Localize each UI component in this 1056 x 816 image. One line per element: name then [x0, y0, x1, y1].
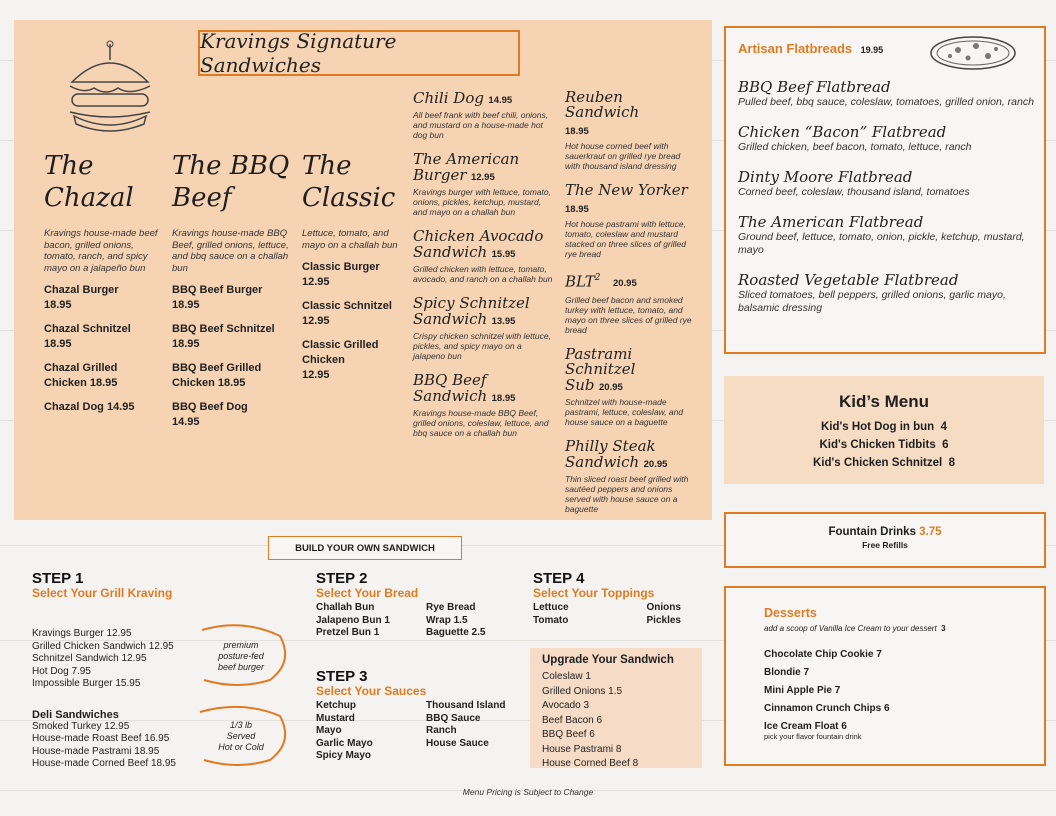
kids-menu-panel: [724, 376, 1044, 484]
deli-callout: [204, 720, 278, 753]
step2-section: [316, 571, 516, 640]
bread-item: Challah Bun: [316, 602, 375, 613]
callout-line: Served: [226, 731, 256, 741]
dessert-float-note: pick your flavor fountain drink: [764, 732, 862, 741]
special-price: 20.95: [599, 382, 623, 394]
special-item: [413, 90, 555, 140]
classic-item: Classic Grilled: [302, 339, 379, 351]
classic-item: Chicken: [302, 354, 345, 366]
special-item: [413, 373, 555, 438]
chazal-item: Chazal Burger: [44, 284, 119, 296]
special-desc: Hot house corned beef with sauerkraut on grilled rye bread with thousand island dressing: [565, 141, 681, 171]
bread-item: Pretzel Bun 1: [316, 627, 380, 638]
special-price: 13.95: [491, 316, 516, 327]
bread-col: [316, 602, 426, 640]
special-item: [413, 229, 555, 284]
footer-note: Menu Pricing is Subject to Change: [462, 787, 594, 797]
bbq-beef-column: [172, 150, 290, 430]
special-name-2: Sandwich: [413, 387, 488, 405]
classic-item: 12.95: [302, 315, 330, 327]
special-item: [413, 152, 555, 217]
chazal-item: Chazal Schnitzel: [44, 323, 131, 335]
specials-left: [413, 90, 555, 438]
special-name-2: Sub: [565, 376, 595, 395]
topping-item: Pickles: [646, 614, 681, 626]
chazal-item: Chazal Dog 14.95: [44, 401, 135, 413]
special-name: The American: [413, 150, 520, 168]
step2-label: STEP 2: [316, 570, 368, 587]
flatbread-item: [738, 78, 1034, 109]
sauce-item: Mustard: [316, 712, 355, 724]
special-price: 20.95: [643, 459, 668, 471]
upgrade-item: BBQ Beef 6: [542, 729, 595, 740]
step1-item: Kravings Burger 12.95: [32, 628, 132, 639]
topping-col: [647, 602, 681, 627]
step1-item: Grilled Chicken Sandwich 12.95: [32, 640, 174, 652]
special-price: 18.95: [565, 126, 589, 137]
special-item: [565, 347, 695, 427]
sauce-item: Garlic Mayo: [316, 737, 373, 749]
bbq-item: 18.95: [172, 338, 200, 350]
sauce-item: Ranch: [426, 725, 457, 736]
bbq-title-line2: Beef: [172, 183, 232, 213]
special-price: 14.95: [488, 95, 513, 106]
bbq-item: 18.95: [172, 299, 200, 311]
step3-section: [316, 669, 526, 763]
kids-item: [724, 436, 1044, 454]
step4-lists: [533, 602, 693, 627]
step1-item: Schnitzel Sandwich 12.95: [32, 653, 147, 664]
special-desc: Grilled chicken with lettuce, tomato, avocado, and ranch on a challah bun: [413, 264, 553, 284]
desserts-title: Desserts: [764, 606, 817, 620]
special-price: 18.95: [565, 204, 589, 215]
step1-item: Impossible Burger 15.95: [32, 678, 141, 689]
step4-section: [533, 571, 693, 627]
chazal-title-line1: The: [44, 151, 94, 181]
drinks-note: Free Refills: [862, 540, 908, 550]
flatbreads-title: Artisan Flatbreads: [738, 41, 853, 56]
flatbread-list: [738, 78, 1034, 315]
bbq-item: BBQ Beef Dog: [172, 401, 248, 413]
step4-sub: Select Your Toppings: [533, 586, 655, 600]
special-name: The New Yorker: [565, 181, 688, 199]
step2-sub: Select Your Bread: [316, 586, 419, 600]
chazal-title-line2: Chazal: [44, 183, 134, 213]
step3-lists: [316, 700, 526, 763]
special-name: Spicy Schnitzel: [413, 294, 530, 312]
bbq-desc: Kravings house-made BBQ Beef, grilled onions, lettuce, and bbq sauce on a challah bun: [172, 228, 289, 274]
chazal-item: 18.95: [44, 299, 72, 311]
step1-item: Hot Dog 7.95: [32, 665, 91, 677]
classic-column: [302, 150, 400, 383]
chazal-item: 18.95: [44, 338, 72, 350]
special-name-2: Sandwich: [565, 453, 640, 472]
callout-line: 1/3 lb: [229, 720, 253, 730]
special-desc: All beef frank with beef chili, onions, and mustard on a house-made hot dog bun: [413, 110, 549, 140]
bbq-item: Chicken 18.95: [172, 377, 246, 389]
kids-item-price: 8: [948, 457, 956, 469]
deli-item: Smoked Turkey 12.95: [32, 720, 130, 732]
sauce-item: BBQ Sauce: [426, 712, 481, 724]
deli-item: House-made Roast Beef 16.95: [32, 733, 170, 744]
kids-item-name: Kid's Chicken Tidbits: [819, 439, 936, 451]
sauce-item: Mayo: [316, 725, 342, 736]
upgrade-title: Upgrade Your Sandwich: [542, 654, 674, 666]
flatbreads-price: 19.95: [860, 45, 884, 55]
classic-title-line1: The: [302, 151, 352, 181]
drinks-line: [726, 526, 1044, 538]
kids-item-name: Kid's Hot Dog in bun: [820, 421, 935, 433]
bbq-item: 14.95: [172, 416, 200, 428]
special-price: 12.95: [470, 172, 495, 183]
dessert-item: Cinnamon Crunch Chips 6: [764, 703, 890, 714]
step3-label: STEP 3: [316, 668, 368, 685]
chazal-item: Chazal Grilled: [44, 362, 118, 374]
flatbread-name: Chicken “Bacon” Flatbread: [738, 123, 947, 141]
upgrade-item: Beef Bacon 6: [542, 714, 603, 726]
kids-item-name: Kid's Chicken Schnitzel: [812, 457, 943, 469]
bread-item: Baguette 2.5: [426, 627, 486, 638]
specials-right: [565, 90, 695, 514]
sauce-item: Thousand Island: [426, 700, 506, 711]
classic-desc: Lettuce, tomato, and mayo on a challah bun: [302, 228, 398, 251]
sauce-col: [316, 700, 426, 763]
flatbreads-panel: [724, 26, 1046, 354]
deli-item: House-made Corned Beef 18.95: [32, 758, 176, 769]
topping-col: [533, 602, 569, 627]
classic-item: Classic Burger: [302, 261, 380, 273]
special-desc: Grilled beef bacon and smoked turkey with lettuce, tomato, and mayo on three slices of grilled rye bread: [565, 295, 692, 336]
desserts-note-price: 3: [941, 624, 946, 633]
upgrade-item: House Corned Beef 8: [542, 758, 639, 769]
deli-title: Deli Sandwiches: [32, 708, 119, 721]
special-desc: Schnitzel with house-made pastrami, lettuce, coleslaw, and house sauce on a baguette: [565, 397, 684, 428]
callout-line: posture-fed: [218, 651, 264, 661]
step1-label: STEP 1: [32, 570, 84, 587]
kids-item: [724, 454, 1044, 472]
sauce-col: [426, 700, 505, 763]
kids-item: [724, 418, 1044, 436]
special-price: 18.95: [491, 393, 516, 404]
special-name: Chicken Avocado: [413, 227, 544, 245]
upgrade-panel: [530, 648, 702, 768]
flatbread-item: [738, 213, 1034, 257]
upgrade-item: Coleslaw 1: [542, 671, 591, 682]
dessert-item: Ice Cream Float 6: [764, 721, 847, 732]
sauce-item: Ketchup: [316, 700, 356, 711]
special-name: Reuben Sandwich: [565, 88, 640, 121]
flatbread-name: BBQ Beef Flatbread: [738, 78, 891, 96]
callout-line: beef burger: [217, 662, 265, 672]
bread-col: [426, 602, 485, 640]
kids-list: [724, 418, 1044, 472]
special-sup: 2: [594, 273, 601, 283]
drinks-panel: [724, 512, 1046, 568]
flatbread-name: The American Flatbread: [738, 213, 924, 231]
burger-illustration: [64, 38, 156, 134]
bread-item: Wrap 1.5: [426, 614, 468, 626]
desserts-note: [764, 624, 1034, 633]
flatbread-item: [738, 271, 1034, 315]
callout-line: Hot or Cold: [218, 742, 264, 752]
special-name: Chili Dog: [413, 89, 484, 107]
dessert-item: Mini Apple Pie 7: [764, 685, 841, 696]
flatbread-desc: Corned beef, coleslaw, thousand island, tomatoes: [738, 186, 970, 198]
flatbread-name: Dinty Moore Flatbread: [738, 168, 913, 186]
premium-callout: [204, 640, 278, 673]
special-price: 15.95: [491, 249, 516, 260]
step4-label: STEP 4: [533, 570, 585, 587]
flatbread-desc: Sliced tomatoes, bell peppers, grilled onions, garlic mayo, balsamic dressing: [738, 289, 1006, 314]
special-name: BLT: [565, 272, 595, 291]
flatbread-desc: Grilled chicken, beef bacon, tomato, lettuce, ranch: [738, 141, 972, 153]
deli-item: House-made Pastrami 18.95: [32, 745, 160, 757]
special-price: 20.95: [612, 278, 637, 290]
classic-title-line2: Classic: [302, 183, 396, 213]
special-name: Philly Steak: [565, 437, 656, 456]
special-desc: Crispy chicken schnitzel with lettuce, pickles, and spicy mayo on a jalapeno bun: [413, 331, 551, 361]
chazal-column: [44, 150, 160, 415]
signature-title: Kravings Signature Sandwiches: [198, 30, 520, 76]
bbq-item: BBQ Beef Burger: [172, 284, 263, 296]
drinks-price: 3.75: [919, 526, 942, 538]
kids-item-price: 6: [942, 439, 949, 451]
flatbread-name: Roasted Vegetable Flatbread: [738, 271, 959, 289]
special-desc: Kravings house-made BBQ Beef, grilled onions, coleslaw, lettuce, and bbq sauce on a challah bun: [413, 408, 549, 438]
classic-item: 12.95: [302, 369, 330, 381]
dessert-item: Blondie 7: [764, 667, 810, 678]
flatbread-item: [738, 168, 1034, 199]
bread-item: Jalapeno Bun 1: [316, 614, 390, 626]
classic-item: 12.95: [302, 276, 330, 288]
dessert-item: Chocolate Chip Cookie 7: [764, 649, 882, 660]
bread-item: Rye Bread: [426, 602, 476, 613]
special-item: [565, 271, 695, 335]
upgrade-item: House Pastrami 8: [542, 743, 622, 755]
sauce-item: Spicy Mayo: [316, 750, 372, 761]
topping-item: Tomato: [533, 614, 569, 626]
kids-item-price: 4: [940, 421, 948, 433]
special-desc: Hot house pastrami with lettuce, tomato, coleslaw and mustard stacked on three slices of grilled rye bread: [565, 219, 686, 259]
bbq-title-line1: The BBQ: [172, 151, 290, 181]
flatbread-desc: Pulled beef, bbq sauce, coleslaw, tomatoes, grilled onion, ranch: [738, 96, 1034, 108]
flatbreads-header: [738, 40, 883, 58]
special-item: [565, 183, 695, 259]
chazal-item: Chicken 18.95: [44, 377, 118, 389]
special-name-2: Sandwich: [413, 243, 488, 261]
pizza-illustration: [928, 34, 1018, 72]
flatbread-desc: Ground beef, lettuce, tomato, onion, pickle, ketchup, mustard, mayo: [738, 231, 1025, 256]
special-desc: Thin sliced roast beef grilled with sautéed peppers and onions served with house sauce on a baguette: [565, 474, 689, 515]
desserts-panel: [724, 586, 1046, 766]
special-name: Pastrami Schnitzel: [565, 345, 636, 379]
step3-sub: Select Your Sauces: [316, 684, 427, 698]
desserts-content: [764, 606, 1034, 741]
drinks-name: Fountain Drinks: [828, 526, 916, 538]
desserts-note-text: add a scoop of Vanilla Ice Cream to your dessert: [764, 624, 937, 633]
step1-sub: Select Your Grill Kraving: [32, 586, 173, 600]
sauce-item: House Sauce: [426, 737, 489, 749]
callout-line: premium: [223, 640, 259, 650]
build-banner: BUILD YOUR OWN SANDWICH: [268, 536, 462, 560]
chazal-desc: Kravings house-made beef bacon, grilled onions, tomato, ranch, and spicy mayo on a jalapeño bun: [44, 228, 158, 274]
upgrade-item: Avocado 3: [542, 700, 590, 711]
special-name-2: Burger: [413, 166, 467, 184]
classic-item: Classic Schnitzel: [302, 300, 392, 312]
upgrade-list: [542, 670, 702, 772]
special-name: BBQ Beef: [413, 371, 487, 389]
step2-lists: [316, 602, 516, 640]
topping-item: Lettuce: [533, 602, 569, 613]
bbq-item: BBQ Beef Schnitzel: [172, 323, 275, 335]
special-item: [565, 90, 695, 171]
flatbread-item: [738, 123, 1034, 154]
special-item: [413, 296, 555, 361]
kids-title: Kid’s Menu: [838, 392, 930, 411]
special-desc: Kravings burger with lettuce, tomato, onions, pickles, ketchup, mustard, and mayo on a challah bun: [413, 187, 551, 217]
bbq-item: BBQ Beef Grilled: [172, 362, 262, 374]
upgrade-item: Grilled Onions 1.5: [542, 685, 623, 697]
topping-item: Onions: [646, 602, 681, 613]
special-item: [565, 439, 695, 514]
special-name-2: Sandwich: [413, 310, 488, 328]
